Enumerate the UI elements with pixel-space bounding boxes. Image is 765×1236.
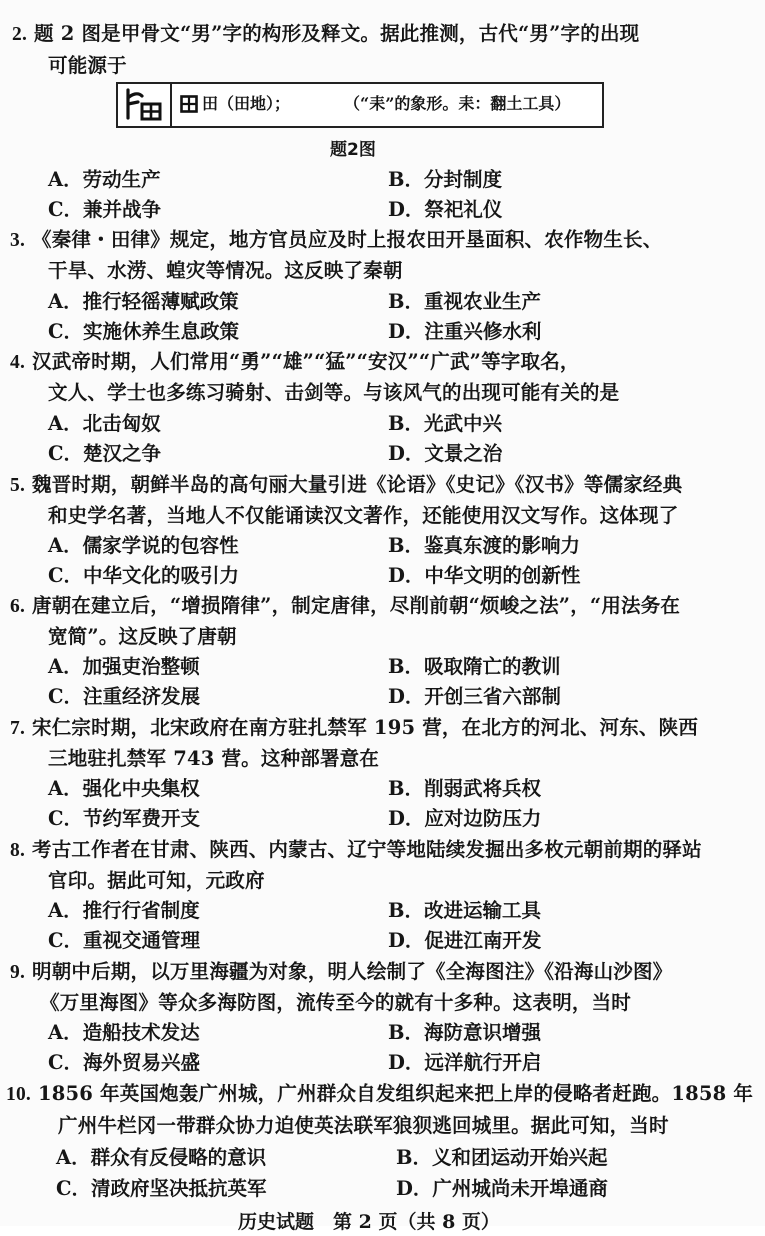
figure-field-label: 田（田地）； bbox=[202, 94, 291, 113]
q10-line1 bbox=[6, 1080, 753, 1109]
q2-option-b[interactable]: B．分封制度 bbox=[388, 168, 502, 191]
q10-stem-line2: 广州牛栏冈一带群众协力迫使英法联军狼狈逃回城里。据此可知，当时 bbox=[58, 1114, 669, 1137]
q7-line1 bbox=[10, 714, 698, 743]
q8-line2 bbox=[48, 867, 265, 895]
q5-option-c[interactable]: C．中华文化的吸引力 bbox=[48, 564, 240, 587]
q4-option-c[interactable]: C．楚汉之争 bbox=[48, 442, 162, 465]
q4-option-d[interactable]: D．文景之治 bbox=[388, 442, 503, 465]
oracle-glyph-cell bbox=[118, 84, 172, 126]
q10-stem-line1: 1856 年英国炮轰广州城，广州群众自发组织起来把上岸的侵略者赶跑。1858 年 bbox=[37, 1082, 754, 1105]
q9-number: 9. bbox=[10, 962, 26, 983]
q3-line2 bbox=[48, 257, 403, 285]
q3-option-b[interactable]: B．重视农业生产 bbox=[388, 290, 541, 313]
q6-option-b[interactable]: B．吸取隋亡的教训 bbox=[388, 655, 561, 678]
q8-option-d[interactable]: D．促进江南开发 bbox=[388, 929, 542, 952]
q9-stem-line2: 《万里海图》等众多海防图，流传至今的就有十多种。这表明，当时 bbox=[40, 991, 632, 1014]
q4-number: 4. bbox=[10, 352, 26, 373]
q8-line1 bbox=[10, 836, 702, 865]
q8-stem-line1: 考古工作者在甘肃、陕西、内蒙古、辽宁等地陆续发掘出多枚元朝前期的驿站 bbox=[32, 838, 702, 861]
q3-option-a[interactable]: A．推行轻徭薄赋政策 bbox=[48, 290, 239, 313]
q4-stem-line1: 汉武帝时期，人们常用“勇”“雄”“猛”“安汉”“广武”等字取名， bbox=[32, 350, 580, 373]
q6-line1 bbox=[10, 592, 680, 621]
q8-option-c[interactable]: C．重视交通管理 bbox=[48, 929, 201, 952]
q3-stem-line2: 干旱、水涝、蝗灾等情况。这反映了秦朝 bbox=[48, 259, 403, 282]
q9-line1 bbox=[10, 958, 672, 987]
q8-option-b[interactable]: B．改进运输工具 bbox=[388, 899, 541, 922]
q10-option-c[interactable]: C．清政府坚决抵抗英军 bbox=[56, 1177, 267, 1200]
q5-option-d[interactable]: D．中华文明的创新性 bbox=[388, 564, 581, 587]
q5-option-a[interactable]: A．儒家学说的包容性 bbox=[48, 534, 239, 557]
q8-number: 8. bbox=[10, 840, 26, 861]
figure-caption: 题2图 bbox=[330, 140, 376, 160]
q10-option-a[interactable]: A．群众有反侵略的意识 bbox=[56, 1146, 267, 1169]
q7-number: 7. bbox=[10, 718, 26, 739]
q3-option-d[interactable]: D．注重兴修水利 bbox=[388, 320, 542, 343]
q2-option-a[interactable]: A．劳动生产 bbox=[48, 168, 161, 191]
oracle-bone-figure bbox=[116, 82, 604, 128]
q9-option-d[interactable]: D．远洋航行开启 bbox=[388, 1051, 542, 1074]
q3-option-c[interactable]: C．实施休养生息政策 bbox=[48, 320, 240, 343]
q6-stem-line2: 宽简”。这反映了唐朝 bbox=[48, 625, 237, 648]
q3-line1 bbox=[10, 226, 662, 255]
q6-option-c[interactable]: C．注重经济发展 bbox=[48, 685, 201, 708]
q2-stem-line2: 可能源于 bbox=[48, 54, 127, 77]
q9-option-a[interactable]: A．造船技术发达 bbox=[48, 1021, 200, 1044]
q8-option-a[interactable]: A．推行行省制度 bbox=[48, 899, 200, 922]
q7-option-b[interactable]: B．削弱武将兵权 bbox=[388, 777, 541, 800]
q9-stem-line1: 明朝中后期，以万里海疆为对象，明人绘制了《全海图注》《沿海山沙图》 bbox=[32, 960, 673, 983]
q5-option-b[interactable]: B．鉴真东渡的影响力 bbox=[388, 534, 580, 557]
q4-line1 bbox=[10, 348, 580, 377]
q5-stem-line1: 魏晋时期，朝鲜半岛的高句丽大量引进《论语》《史记》《汉书》等儒家经典 bbox=[32, 473, 683, 496]
q7-line2 bbox=[48, 745, 379, 773]
q2-line1 bbox=[12, 20, 639, 49]
q6-line2 bbox=[48, 623, 237, 651]
q7-stem-line2: 三地驻扎禁军 743 营。这种部署意在 bbox=[48, 747, 380, 770]
q7-stem-line1: 宋仁宗时期，北宋政府在南方驻扎禁军 195 营，在北方的河北、河东、陕西 bbox=[32, 716, 699, 739]
q9-option-c[interactable]: C．海外贸易兴盛 bbox=[48, 1051, 201, 1074]
q7-option-c[interactable]: C．节约军费开支 bbox=[48, 807, 201, 830]
q7-option-d[interactable]: D．应对边防压力 bbox=[388, 807, 542, 830]
q10-number: 10. bbox=[6, 1084, 31, 1105]
q2-stem-line1: 题 2 图是甲骨文“男”字的构形及释文。据此推测，古代“男”字的出现 bbox=[34, 22, 640, 45]
q9-option-b[interactable]: B．海防意识增强 bbox=[388, 1021, 541, 1044]
q3-stem-line1: 《秦律・田律》规定，地方官员应及时上报农田开垦面积、农作物生长、 bbox=[32, 228, 663, 251]
field-glyph-icon bbox=[180, 95, 198, 113]
q2-option-c[interactable]: C．兼并战争 bbox=[48, 198, 162, 221]
q4-option-a[interactable]: A．北击匈奴 bbox=[48, 412, 161, 435]
q10-line2 bbox=[58, 1112, 669, 1140]
q7-option-a[interactable]: A．强化中央集权 bbox=[48, 777, 200, 800]
q4-option-b[interactable]: B．光武中兴 bbox=[388, 412, 502, 435]
q5-line1 bbox=[10, 471, 682, 500]
q5-number: 5. bbox=[10, 475, 26, 496]
q2-number: 2. bbox=[12, 24, 28, 45]
q4-stem-line2: 文人、学士也多练习骑射、击剑等。与该风气的出现可能有关的是 bbox=[48, 381, 620, 404]
figure-plow-label: （“耒”的象形。耒：翻土工具） bbox=[344, 94, 571, 113]
q6-number: 6. bbox=[10, 596, 26, 617]
q6-stem-line1: 唐朝在建立后，“增损隋律”，制定唐律，尽削前朝“烦峻之法”，“用法务在 bbox=[32, 594, 681, 617]
q6-option-d[interactable]: D．开创三省六部制 bbox=[388, 685, 561, 708]
q6-option-a[interactable]: A．加强吏治整顿 bbox=[48, 655, 200, 678]
q8-stem-line2: 官印。据此可知，元政府 bbox=[48, 869, 265, 892]
oracle-nan-glyph-icon bbox=[118, 84, 168, 126]
q5-line2 bbox=[48, 502, 678, 530]
q4-line2 bbox=[48, 379, 619, 407]
q3-number: 3. bbox=[10, 230, 26, 251]
q2-line2 bbox=[48, 52, 127, 80]
q10-option-b[interactable]: B．义和团运动开始兴起 bbox=[396, 1146, 608, 1169]
page-footer: 历史试题 第 2 页（共 8 页） bbox=[238, 1211, 500, 1233]
q10-option-d[interactable]: D．广州城尚未开埠通商 bbox=[396, 1177, 608, 1200]
q5-stem-line2: 和史学名著，当地人不仅能诵读汉文著作，还能使用汉文写作。这体现了 bbox=[48, 504, 679, 527]
q9-line2 bbox=[40, 989, 631, 1017]
q2-option-d[interactable]: D．祭祀礼仪 bbox=[388, 198, 503, 221]
